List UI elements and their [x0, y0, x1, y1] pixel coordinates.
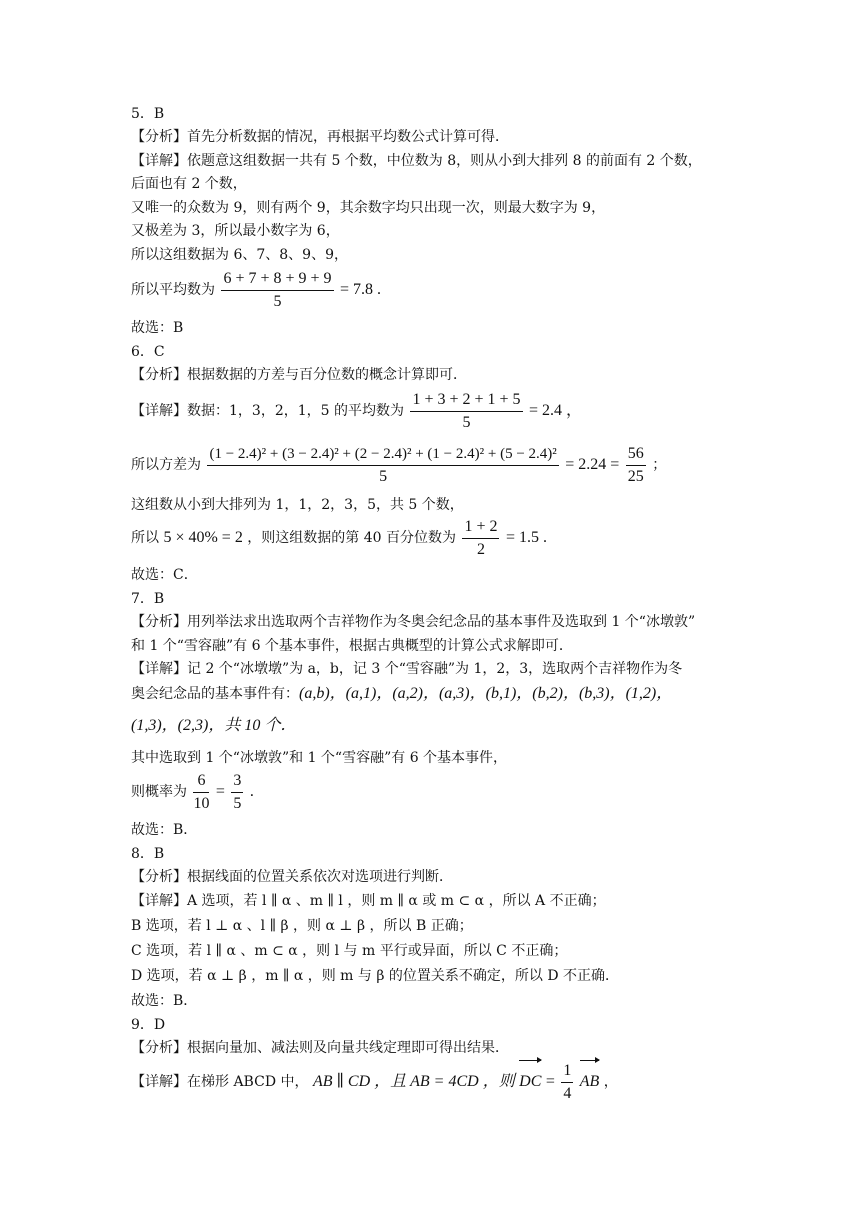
q7-detail-line-2	[131, 684, 672, 704]
q8-analysis: 【分析】根据线面的位置关系依次对选项进行判断．	[131, 869, 453, 885]
q5-analysis: 【分析】首先分析数据的情况，再根据平均数公式计算可得．	[131, 129, 509, 145]
q5-detail-line-5: 所以这组数据为 6、7、8、9、9，	[131, 247, 348, 263]
q7-prob-fraction-2	[231, 771, 243, 814]
q7-detail-line-3	[131, 716, 296, 736]
q5-mean-line	[131, 268, 381, 312]
q6-sorted: 这组数从小到大排列为 1，1，2，3，5，共 5 个数，	[131, 497, 464, 513]
q7-events-end: (1,3)，(2,3)，共 10 个．	[131, 717, 297, 734]
q5-mean-fraction	[221, 269, 333, 312]
q9-fraction-denominator: 4	[563, 1084, 572, 1102]
q6-pct-prefix: 所以	[131, 530, 159, 546]
q6-variance-mid: = 2.24 =	[565, 456, 620, 473]
q7-prob-numerator-1: 6	[193, 771, 209, 793]
q8-answer: 故选：B．	[131, 993, 198, 1009]
q7-detail-line-1: 【详解】记 2 个“冰墩墩”为 a，b，记 3 个“雪容融”为 1，2，3，选取两个吉祥物作为冬	[131, 661, 683, 677]
q9-fraction-numerator: 1	[561, 1061, 573, 1083]
q6-pct-denominator: 2	[476, 540, 485, 558]
q6-variance-end: ；	[652, 457, 667, 473]
q9-eq: =	[545, 1073, 555, 1090]
q7-prob-end: .	[249, 783, 254, 800]
q6-variance-result-numerator: 56	[626, 444, 646, 466]
q6-pct-numerator: 1 + 2	[462, 517, 499, 539]
q5-mean-result: = 7.8 .	[340, 281, 382, 298]
q9-detail-prefix: 【详解】在梯形 ABCD 中，	[131, 1074, 309, 1090]
q5-title: 5．B	[131, 106, 165, 122]
q7-probability-line	[131, 770, 254, 814]
q8-option-d: D 选项，若 α ⊥ β ，m ∥ α ，则 m 与 β 的位置关系不确定，所以 D 不正确．	[131, 968, 620, 984]
q6-analysis: 【分析】根据数据的方差与百分位数的概念计算即可．	[131, 367, 467, 383]
q7-detail-line-4: 其中选取到 1 个“冰墩敦”和 1 个“雪容融”有 6 个基本事件，	[131, 750, 508, 766]
q7-prob-eq: =	[215, 783, 225, 800]
q6-answer: 故选：C．	[131, 567, 198, 583]
q8-option-c: C 选项，若 l ∥ α 、m ⊂ α ，则 l 与 m 平行或异面，所以 C 不正确；	[131, 943, 568, 959]
q6-mean-result: = 2.4 ，	[529, 402, 583, 419]
q6-variance-line	[131, 442, 666, 488]
q6-pct-mid: ，则这组数据的第 40 百分位数为	[247, 530, 456, 546]
q7-prob-prefix: 则概率为	[131, 784, 187, 800]
q6-variance-numerator: (1 − 2.4)² + (3 − 2.4)² + (2 − 2.4)² + (1 − 2.4)² + (5 − 2.4)²	[207, 444, 558, 466]
q9-detail-line	[131, 1060, 618, 1104]
q7-prob-fraction-1	[193, 771, 209, 814]
q9-end: ，	[603, 1074, 618, 1090]
q7-prob-numerator-2: 3	[231, 771, 243, 793]
q8-title: 8．B	[131, 846, 165, 862]
q6-title: 6．C	[131, 344, 165, 360]
q7-analysis-line-2: 和 1 个“雪容融”有 6 个基本事件，根据古典概型的计算公式求解即可．	[131, 638, 573, 654]
q9-vector-dc: DC	[519, 1060, 541, 1104]
q9-title: 9．D	[131, 1017, 166, 1033]
q7-prob-denominator-1: 10	[193, 794, 210, 812]
q7-prob-denominator-2: 5	[233, 794, 242, 812]
q5-detail-line-1: 【详解】依题意这组数据一共有 5 个数，中位数为 8，则从小到大排列 8 的前面有 2 个数，	[131, 153, 702, 169]
q8-option-b: B 选项，若 l ⊥ α 、l ∥ β ，则 α ⊥ β ，所以 B 正确；	[131, 918, 473, 934]
q5-answer: 故选：B	[131, 320, 184, 336]
q6-percentile-line	[131, 516, 547, 560]
q7-title: 7．B	[131, 591, 165, 607]
q9-detail-expr: AB ∥ CD ，且 AB = 4CD ，则	[312, 1073, 515, 1090]
q8-option-a: 【详解】A 选项，若 l ∥ α 、m ∥ l ，则 m ∥ α 或 m ⊂ α ，所以 A 不正确；	[131, 893, 606, 909]
q9-vector-ab: AB	[580, 1060, 600, 1104]
q7-answer: 故选：B．	[131, 822, 198, 838]
q6-var-prefix: 所以方差为	[131, 457, 201, 473]
q5-mean-numerator: 6 + 7 + 8 + 9 + 9	[221, 269, 333, 291]
q6-pct-expr: 5 × 40% = 2	[163, 529, 243, 546]
q6-mean-denominator: 5	[462, 413, 471, 431]
q5-mean-denominator: 5	[273, 292, 282, 310]
q6-variance-result-denominator: 25	[627, 467, 644, 485]
q5-detail-line-2: 后面也有 2 个数，	[131, 176, 247, 192]
q7-analysis-line-1: 【分析】用列举法求出选取两个吉祥物作为冬奥会纪念品的基本事件及选取到 1 个“冰墩敦”	[131, 614, 696, 630]
q6-detail-prefix: 【详解】数据：1，3，2，1，5 的平均数为	[131, 403, 404, 419]
q6-pct-fraction	[462, 517, 499, 560]
q7-events: (a,b)，(a,1)，(a,2)，(a,3)，(b,1)，(b,2)，(b,3)，(1,2)，	[299, 685, 673, 702]
q7-detail-2-prefix: 奥会纪念品的基本事件有：	[131, 686, 299, 702]
q9-analysis: 【分析】根据向量加、减法则及向量共线定理即可得出结果．	[131, 1040, 509, 1056]
q6-variance-result-fraction	[626, 444, 646, 487]
q6-variance-denominator: 5	[379, 467, 388, 485]
q9-fraction	[561, 1061, 573, 1104]
q5-detail-line-4: 又极差为 3，所以最小数字为 6，	[131, 223, 340, 239]
q6-mean-fraction	[410, 390, 522, 433]
q6-pct-result: = 1.5 .	[505, 529, 547, 546]
q6-variance-fraction	[207, 444, 558, 487]
q5-detail-line-3: 又唯一的众数为 9，则有两个 9，其余数字均只出现一次，则最大数字为 9，	[131, 200, 606, 216]
q5-mean-prefix: 所以平均数为	[131, 282, 215, 298]
q6-mean-line	[131, 389, 582, 433]
q6-mean-numerator: 1 + 3 + 2 + 1 + 5	[410, 390, 522, 412]
